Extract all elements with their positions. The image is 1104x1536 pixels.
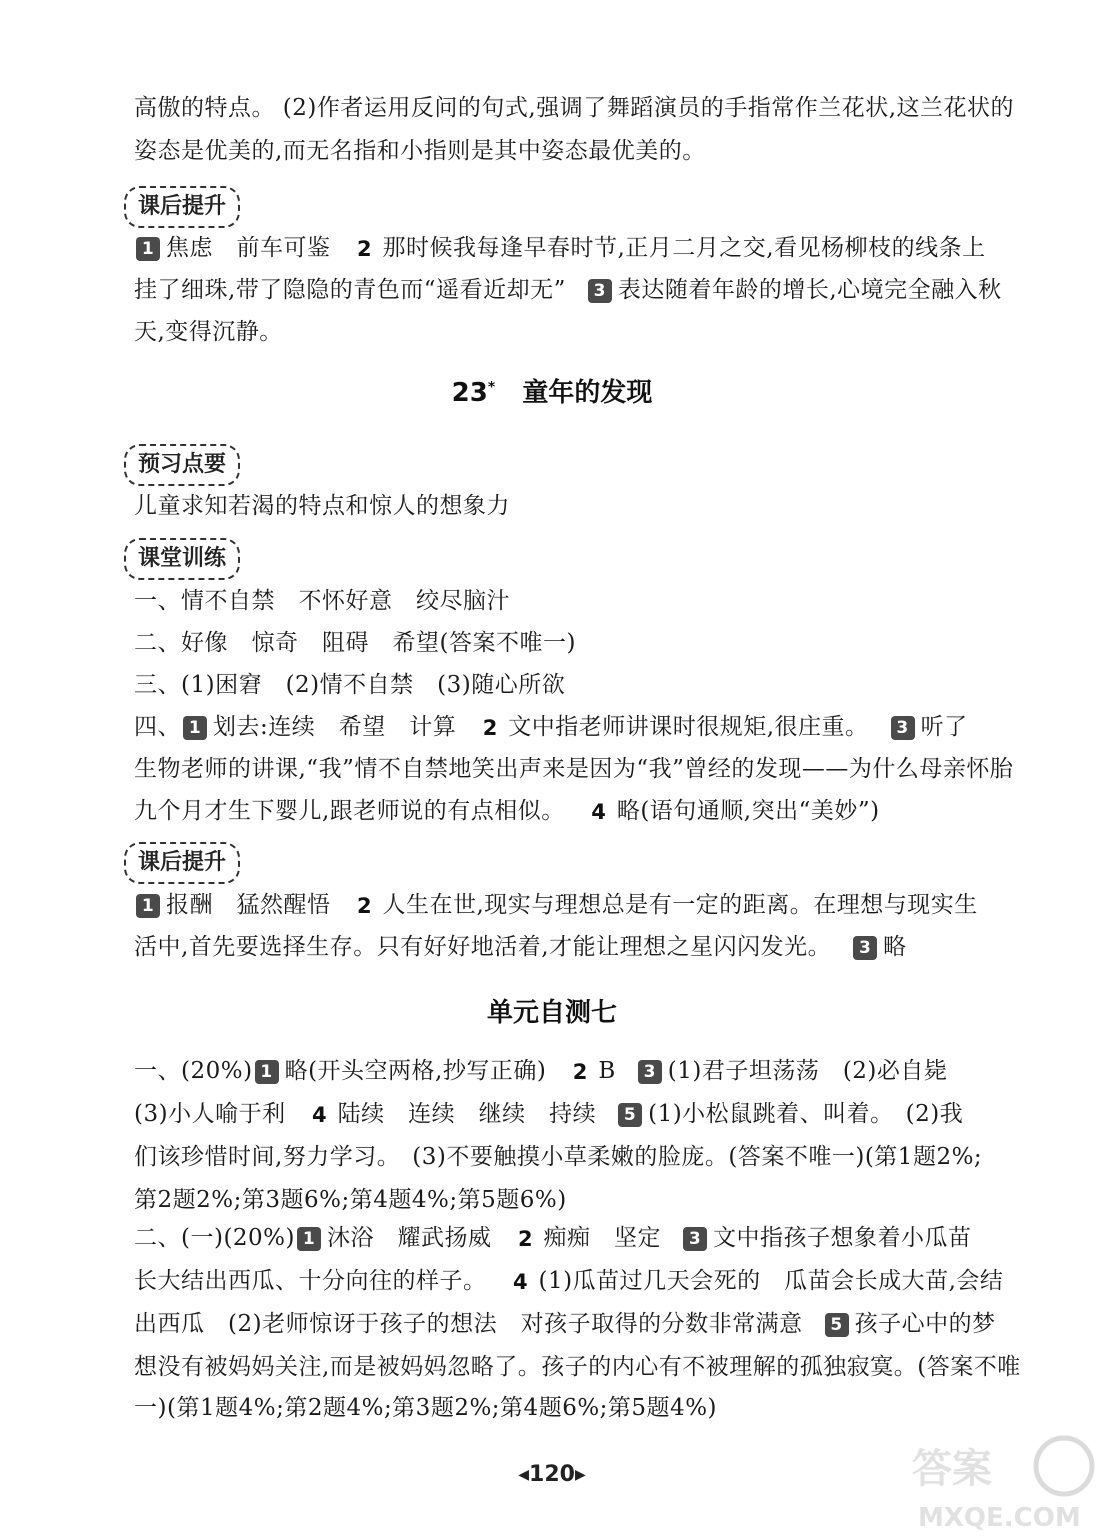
unit-line-4: 第2题2%;第3题6%;第4题4%;第5题6%)	[134, 1187, 567, 1213]
question-number-badge: 3	[588, 279, 612, 303]
answer-text: 略	[883, 934, 907, 960]
unit-line-3: 们该珍惜时间,努力学习。 (3)不要触摸小草柔嫩的脸庞。(答案不唯一)(第1题2%;	[134, 1144, 983, 1170]
answer-text: 活中,首先要选择生存。只有好好地活着,才能让理想之星闪闪发光。	[134, 934, 832, 960]
item-label: 四、	[134, 714, 181, 740]
section-heading-class-training: 课堂训练	[124, 538, 240, 580]
question-number-badge: 1	[136, 894, 160, 918]
intro-line-2: 姿态是优美的,而无名指和小指则是其中姿态最优美的。	[134, 138, 706, 164]
class-line-6	[134, 791, 1034, 831]
right-triangle-icon: ▶	[574, 1467, 586, 1483]
svg-text:MXQE.COM: MXQE.COM	[918, 1503, 1081, 1533]
unit-test-title: 单元自测七	[486, 998, 617, 1028]
lesson-number: 23	[451, 378, 488, 408]
class-line-3: 三、(1)困窘 (2)情不自禁 (3)随心所欲	[134, 672, 566, 698]
after-class-2-line-1	[134, 885, 1034, 925]
answer-text: (1)小松鼠跳着、叫着。 (2)我	[648, 1101, 964, 1127]
unit-line-1	[134, 1051, 1034, 1091]
class-line-1: 一、情不自禁 不怀好意 绞尽脑汁	[134, 588, 510, 614]
answer-text: 痴痴 坚定	[543, 1225, 662, 1251]
class-line-4	[134, 707, 1034, 747]
answer-text: 略(开头空两格,抄写正确)	[284, 1058, 547, 1084]
question-number-badge: 1	[183, 716, 207, 740]
page-number-text: 120	[529, 1462, 575, 1487]
answer-text: 那时候我每逢早春时节,正月二月之交,看见杨柳枝的线条上	[382, 235, 986, 261]
watermark-logo	[904, 1426, 1104, 1536]
unit-line-9: 一)(第1题4%;第2题4%;第3题2%;第4题6%;第5题4%)	[134, 1395, 718, 1421]
answer-text: 孩子心中的梦	[854, 1311, 996, 1337]
svg-text:答案: 答案	[912, 1446, 992, 1492]
after-class-1-line-2	[134, 270, 1034, 310]
answer-text: 沐浴 耀武扬威	[327, 1225, 492, 1251]
answer-text: 焦虑 前车可鉴	[166, 235, 331, 261]
answer-text: (1)君子坦荡荡 (2)必自毙	[667, 1058, 948, 1084]
after-class-2-line-2	[134, 927, 1034, 967]
question-number-badge: 1	[297, 1227, 321, 1251]
after-class-1-line-1	[134, 228, 1034, 268]
section-heading-after-class-2: 课后提升	[124, 842, 240, 884]
item-label: 一、(20%)	[134, 1058, 253, 1084]
question-number: 2	[572, 1060, 588, 1084]
answer-text: 听了	[920, 714, 968, 740]
lesson-star: *	[487, 379, 496, 396]
answer-text: (1)瓜苗过几天会死的 瓜苗会长成大苗,会结	[538, 1268, 1004, 1294]
section-heading-preview: 预习点要	[124, 444, 240, 486]
intro-line-1: 高傲的特点。 (2)作者运用反问的句式,强调了舞蹈演员的手指常作兰花状,这兰花状的	[134, 95, 1015, 121]
unit-line-7	[134, 1304, 1034, 1344]
lesson-title	[0, 372, 1104, 409]
question-number-badge: 3	[683, 1227, 707, 1251]
question-number: 2	[356, 237, 373, 261]
after-class-1-line-3: 天,变得沉静。	[134, 319, 283, 345]
question-number-badge: 1	[255, 1060, 279, 1084]
answer-text: 挂了细珠,带了隐隐的青色而“遥看近却无”	[134, 277, 566, 303]
answer-text: 人生在世,现实与理想总是有一定的距离。在理想与现实生	[382, 892, 978, 918]
question-number-badge: 5	[825, 1313, 849, 1337]
question-number: 4	[591, 800, 607, 824]
preview-text: 儿童求知若渴的特点和惊人的想象力	[134, 493, 510, 519]
lesson-name: 童年的发现	[522, 378, 653, 408]
unit-line-5	[134, 1218, 1034, 1258]
question-number-badge: 1	[136, 237, 160, 261]
answer-text: 陆续 连续 继续 持续	[337, 1101, 597, 1127]
item-label: 二、(一)(20%)	[134, 1225, 296, 1251]
unit-line-8: 想没有被妈妈关注,而是被妈妈忽略了。孩子的内心有不被理解的孤独寂寞。(答案不唯	[134, 1354, 1021, 1380]
answer-text: 文中指老师讲课时很规矩,很庄重。	[508, 714, 869, 740]
answer-text: 文中指孩子想象着小瓜苗	[713, 1225, 972, 1251]
class-line-2: 二、好像 惊奇 阻碍 希望(答案不唯一)	[134, 630, 576, 656]
answer-text: B	[598, 1058, 616, 1084]
left-triangle-icon: ◀	[518, 1467, 530, 1483]
answer-text: 长大结出西瓜、十分向往的样子。	[134, 1268, 487, 1294]
answer-text: 表达随着年龄的增长,心境完全融入秋	[617, 277, 1002, 303]
answer-text: 出西瓜 (2)老师惊讶于孩子的想法 对孩子取得的分数非常满意	[134, 1311, 803, 1337]
answer-text: 划去:连续 希望 计算	[213, 714, 457, 740]
answer-text: (3)小人喻于利	[134, 1101, 286, 1127]
question-number-badge: 3	[891, 716, 915, 740]
question-number: 2	[517, 1227, 534, 1251]
unit-line-2	[134, 1094, 1034, 1134]
section-heading-after-class-1: 课后提升	[124, 186, 240, 228]
question-number: 2	[356, 894, 373, 918]
question-number: 4	[512, 1270, 529, 1294]
answer-text: 报酬 猛然醒悟	[166, 892, 331, 918]
answer-text: 九个月才生下婴儿,跟老师说的有点相似。	[134, 798, 565, 824]
question-number-badge: 3	[853, 936, 877, 960]
unit-line-6	[134, 1261, 1034, 1301]
answer-text: 略(语句通顺,突出“美妙”)	[616, 798, 880, 824]
question-number-badge: 3	[638, 1060, 662, 1084]
question-number-badge: 5	[618, 1103, 642, 1127]
question-number: 2	[482, 716, 498, 740]
question-number: 4	[312, 1103, 328, 1127]
class-line-5: 生物老师的讲课,“我”情不自禁地笑出声来是因为“我”曾经的发现——为什么母亲怀胎	[134, 756, 1014, 782]
